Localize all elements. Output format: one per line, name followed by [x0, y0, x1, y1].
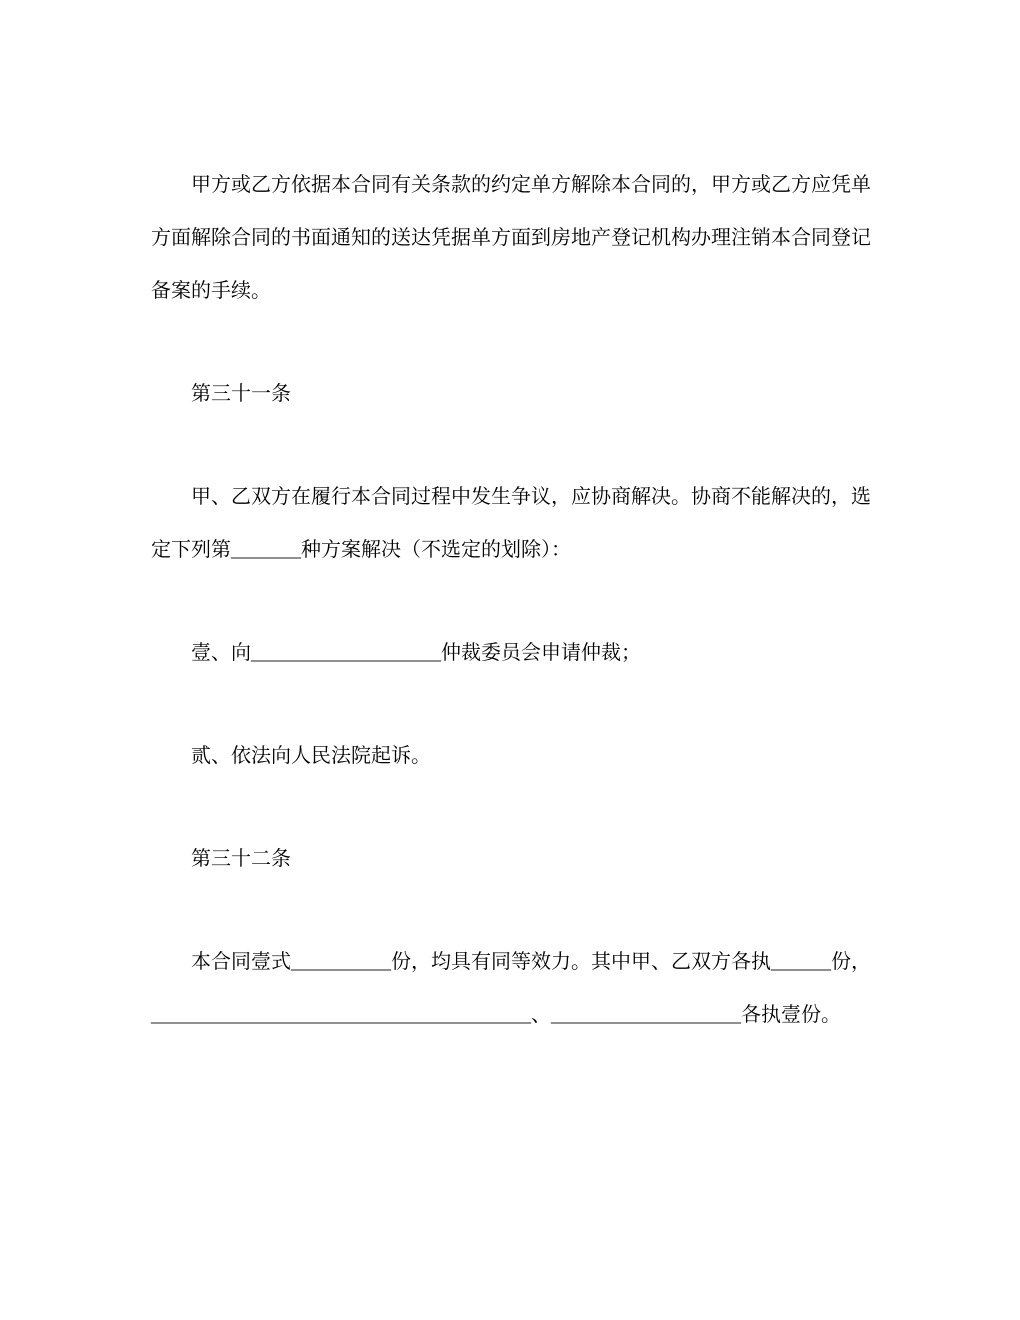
text-line: 甲方或乙方依据本合同有关条款的约定单方解除本合同的，甲方或乙方应凭单	[191, 174, 871, 196]
copies-paragraph	[151, 936, 871, 1042]
article-32-heading-paragraph	[151, 833, 871, 886]
document-body	[151, 159, 871, 1042]
article-heading: 第三十一条	[191, 383, 291, 405]
text-segment: 壹、向	[191, 642, 251, 664]
text-segment: 、	[531, 1004, 551, 1026]
copies-each-blank: ______	[771, 951, 831, 973]
article-heading: 第三十二条	[191, 848, 291, 870]
litigation-option-line: 贰、依法向人民法院起诉。	[191, 745, 431, 767]
text-line: 备案的手续。	[151, 280, 271, 302]
text-segment: 本合同壹式	[191, 951, 291, 973]
arbitration-commission-blank: ___________________	[251, 642, 441, 664]
option-1-paragraph	[151, 627, 871, 680]
text-line: 甲、乙双方在履行本合同过程中发生争议，应协商解决。协商不能解决的，选	[191, 486, 871, 508]
holder-blank: ______________________________________	[151, 1004, 531, 1026]
text-segment: 份，均具有同等效力。其中甲、乙双方各执	[391, 951, 771, 973]
holder-blank: ___________________	[551, 1004, 741, 1026]
total-copies-blank: __________	[291, 951, 391, 973]
text-segment: 各执壹份。	[741, 1004, 841, 1026]
copies-holders-line	[151, 989, 871, 1042]
option-2-paragraph	[151, 730, 871, 783]
article-31-heading-paragraph	[151, 368, 871, 421]
text-segment: 仲裁委员会申请仲裁；	[441, 642, 641, 664]
termination-registration-paragraph	[151, 159, 871, 318]
copies-count-line	[151, 936, 871, 989]
text-segment: 种方案解决（不选定的划除）：	[301, 539, 571, 561]
dispute-resolution-paragraph	[151, 471, 871, 577]
text-line: 方面解除合同的书面通知的送达凭据单方面到房地产登记机构办理注销本合同登记	[151, 227, 871, 249]
text-segment: 定下列第	[151, 539, 231, 561]
method-selection-line	[151, 524, 871, 577]
method-number-blank: _______	[231, 539, 301, 561]
text-segment: 份，	[831, 951, 871, 973]
arbitration-option-line	[151, 627, 871, 680]
